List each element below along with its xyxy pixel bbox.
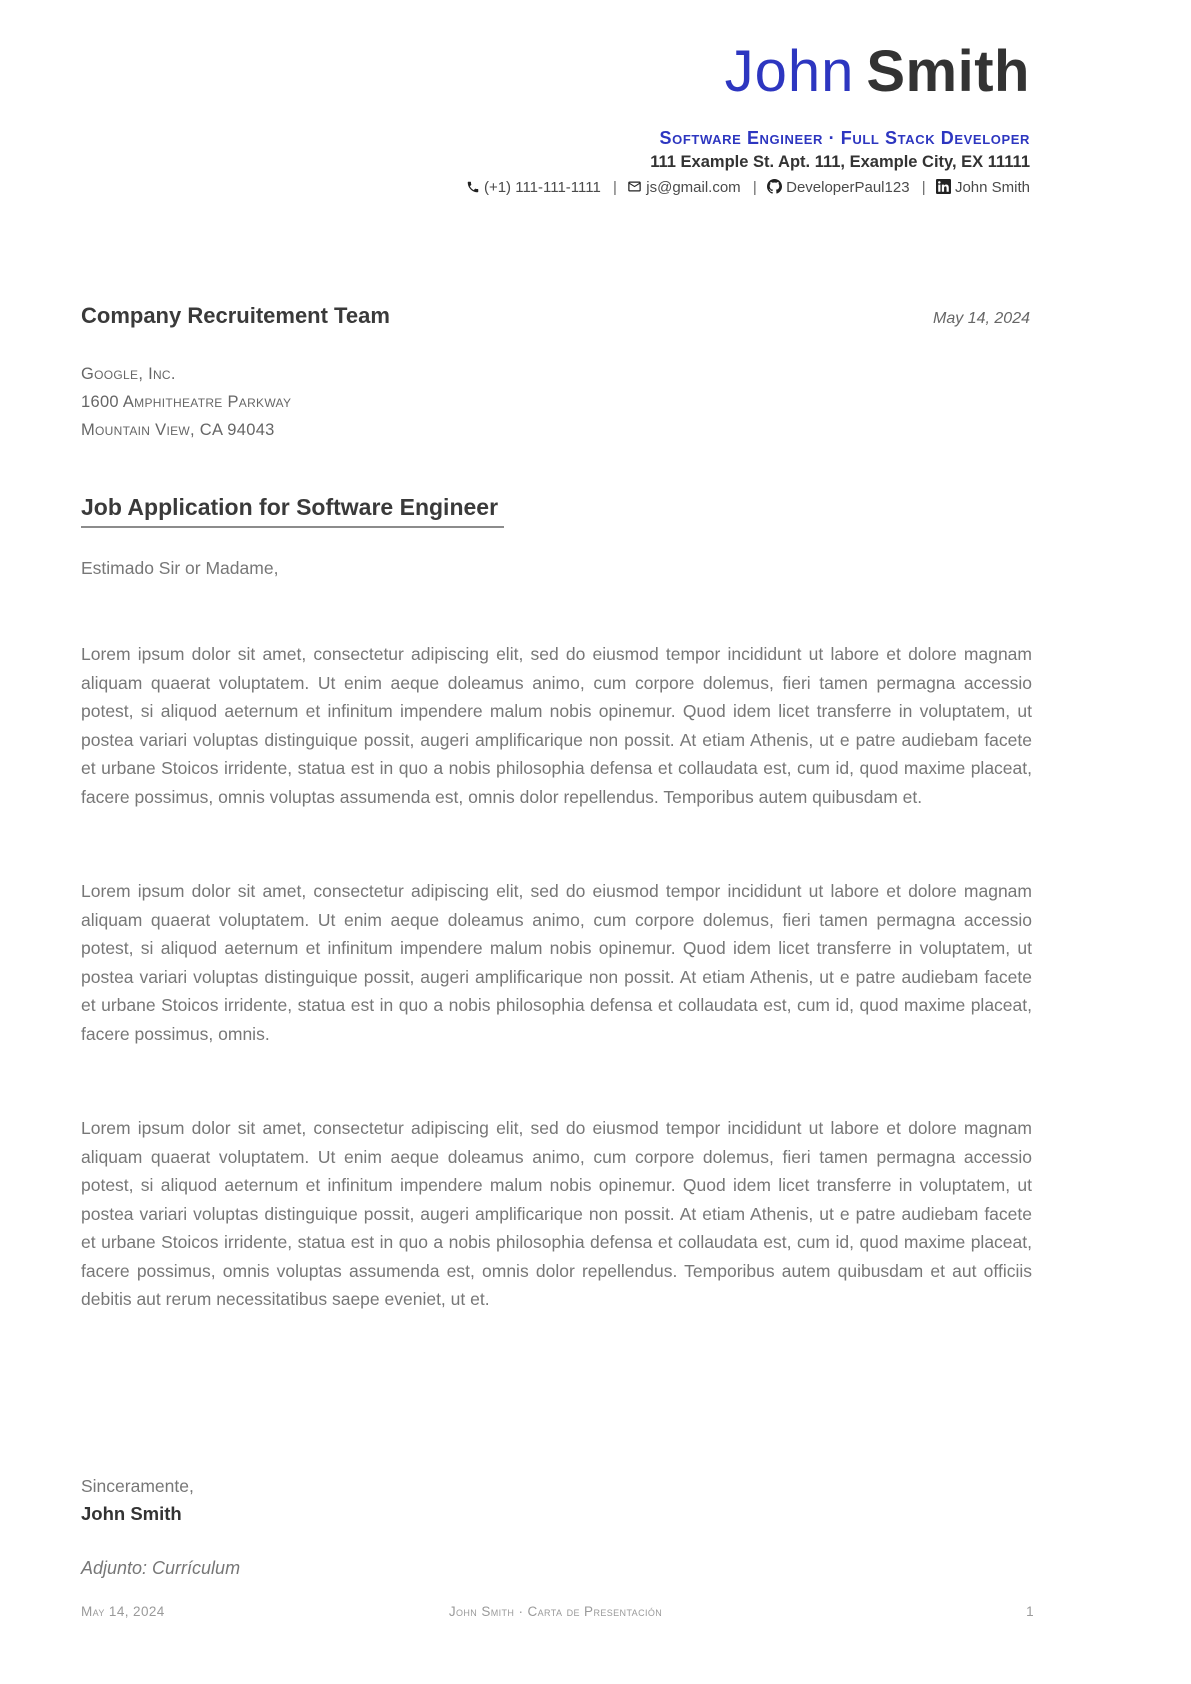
github-icon <box>767 179 782 194</box>
email-icon <box>627 179 642 194</box>
closing-block <box>81 1473 194 1529</box>
author-first-name: John <box>724 39 855 104</box>
email-link[interactable] <box>623 179 745 196</box>
letter-body <box>81 640 1032 1314</box>
salutation: Estimado Sir or Madame, <box>81 558 279 578</box>
recipient-address <box>81 360 291 444</box>
contact-line <box>81 179 1030 196</box>
footer-page-number: 1 <box>1026 1604 1034 1619</box>
contact-separator: | <box>613 179 617 196</box>
body-paragraph: Lorem ipsum dolor sit amet, consectetur adipiscing elit, sed do eiusmod tempor incididunt ut labore et dolore magnam aliquam quaerat voluptatem. Ut enim aeque doleamus animo, cum corpore dolemus, fieri tamen permagna accessio potest, si aliquod aeternum et infinitum impendere malum nobis opinemur. Quod idem licet transferre in voluptatem, ut postea variari voluptas distinguique possit, augeri amplificarique non possit. At etiam Athenis, ut e patre audiebam facete et urbane Stoicos irridente, statua est in quo a nobis philosophia defensa et collaudata est, cum id, quod maxime placeat, facere possimus, omnis voluptas assumenda est, omnis dolor repellendus. Temporibus autem quibusdam et. <box>81 644 1032 807</box>
letter-subject-text: Job Application for Software Engineer <box>81 494 504 528</box>
linkedin-icon <box>936 179 951 194</box>
body-paragraph: Lorem ipsum dolor sit amet, consectetur adipiscing elit, sed do eiusmod tempor incididunt ut labore et dolore magnam aliquam quaerat voluptatem. Ut enim aeque doleamus animo, cum corpore dolemus, fieri tamen permagna accessio potest, si aliquod aeternum et infinitum impendere malum nobis opinemur. Quod idem licet transferre in voluptatem, ut postea variari voluptas distinguique possit, augeri amplificarique non possit. At etiam Athenis, ut e patre audiebam facete et urbane Stoicos irridente, statua est in quo a nobis philosophia defensa et collaudata est, cum id, quod maxime placeat, facere possimus, omnis voluptas assumenda est, omnis dolor repellendus. Temporibus autem quibusdam et aut officiis debitis aut rerum necessitatibus saepe eveniet, ut et. <box>81 1118 1032 1309</box>
recipient-company: Google, Inc. <box>81 365 176 383</box>
contact-separator: | <box>921 179 926 196</box>
contact-separator: | <box>752 179 757 196</box>
letter-subject <box>81 494 504 528</box>
phone-link[interactable] <box>466 179 605 196</box>
email-address: js@gmail.com <box>646 179 741 196</box>
recipient-city: Mountain View, CA 94043 <box>81 421 275 439</box>
closing-word: Sinceramente, <box>81 1476 194 1496</box>
footer-date: May 14, 2024 <box>81 1604 165 1619</box>
footer-document-title: John Smith · Carta de Presentación <box>448 1604 663 1619</box>
recipient-row <box>81 303 1030 329</box>
author-name <box>81 40 1030 119</box>
linkedin-name: John Smith <box>954 179 1030 196</box>
author-last-name: Smith <box>866 39 1030 104</box>
linkedin-link[interactable] <box>932 179 1030 196</box>
recipient-street: 1600 Amphitheatre Parkway <box>81 393 292 411</box>
body-paragraph: Lorem ipsum dolor sit amet, consectetur adipiscing elit, sed do eiusmod tempor incididunt ut labore et dolore magnam aliquam quaerat voluptatem. Ut enim aeque doleamus animo, cum corpore dolemus, fieri tamen permagna accessio potest, si aliquod aeternum et infinitum impendere malum nobis opinemur. Quod idem licet transferre in voluptatem, ut postea variari voluptas distinguique possit, augeri amplificarique non possit. At etiam Athenis, ut e patre audiebam facete et urbane Stoicos irridente, statua est in quo a nobis philosophia defensa et collaudata est, cum id, quod maxime placeat, facere possimus, omnis. <box>81 881 1032 1044</box>
phone-number: (+1) 111-111-1111 <box>483 179 601 196</box>
phone-icon <box>466 180 480 194</box>
github-link[interactable] <box>763 179 914 196</box>
signature-name: John Smith <box>81 1503 182 1524</box>
author-postal-address: 111 Example St. Apt. 111, Example City, EX 11111 <box>650 153 1030 171</box>
github-username: DeveloperPaul123 <box>786 179 910 196</box>
recipient-title: Company Recruitement Team <box>81 303 390 328</box>
letter-header <box>81 40 1030 196</box>
letter-date: May 14, 2024 <box>933 310 1030 327</box>
enclosure-note: Adjunto: Currículum <box>81 1558 241 1578</box>
author-tagline: Software Engineer · Full Stack Developer <box>659 128 1030 148</box>
